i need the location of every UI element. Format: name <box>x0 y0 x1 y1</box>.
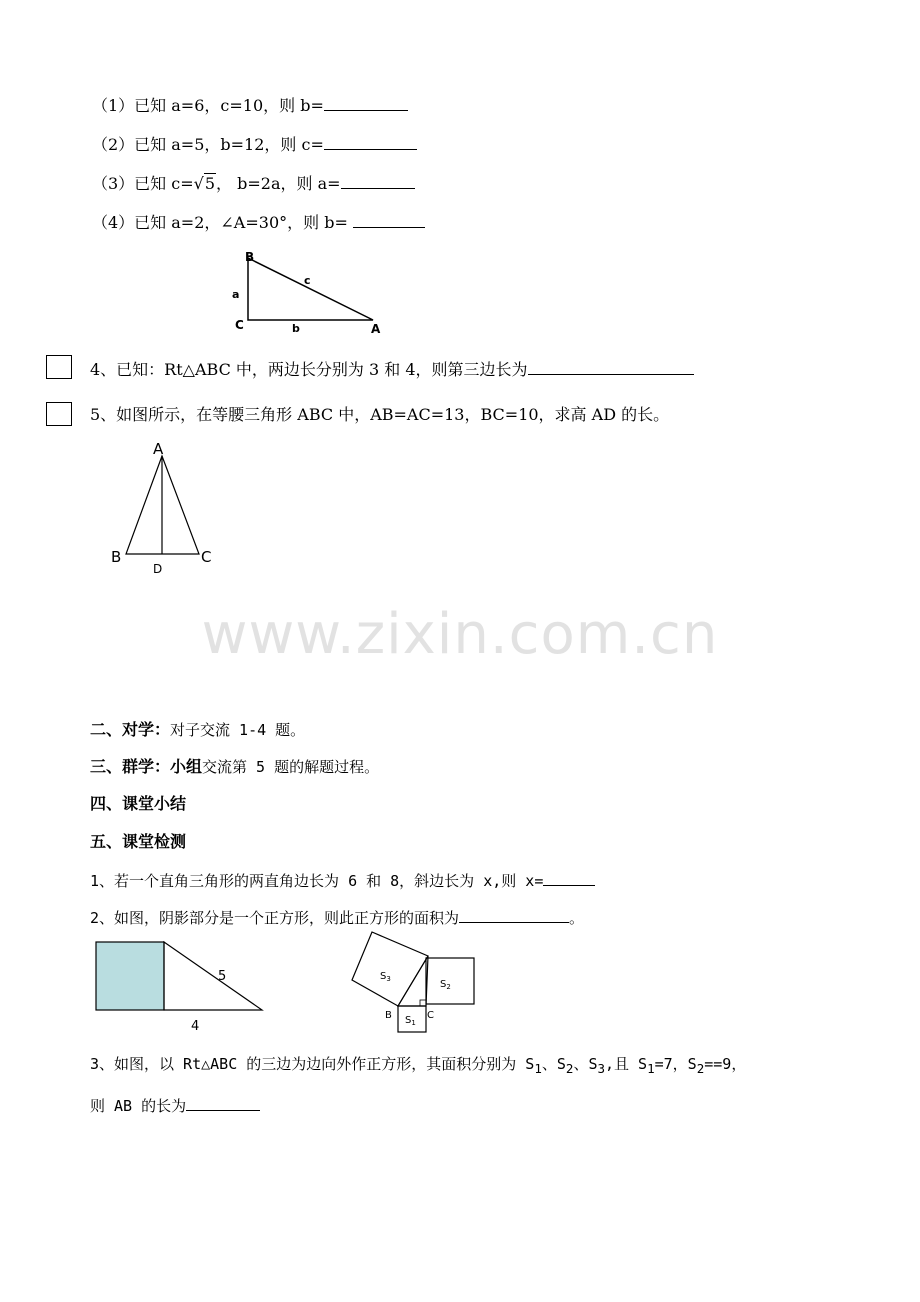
q1-item1: （1）已知 a=6，c=10，则 b= <box>92 94 408 116</box>
answer-blank[interactable] <box>324 133 417 150</box>
right-angle-mark <box>420 1000 426 1006</box>
sqrt-symbol: √5 <box>193 174 216 193</box>
answer-blank[interactable] <box>341 172 415 189</box>
hypotenuse-label: 5 <box>218 969 227 984</box>
answer-blank[interactable] <box>324 94 408 111</box>
shaded-square <box>96 942 164 1010</box>
test-question-3-line2: 则 AB 的长为 <box>90 1094 260 1116</box>
right-triangle-figure <box>228 248 388 340</box>
q1-item4: （4）已知 a=2，∠A=30°，则 b= <box>92 211 425 233</box>
s1-label: $S_1$ <box>405 1015 416 1027</box>
question-5: 5、如图所示，在等腰三角形 ABC 中，AB=AC=13，BC=10，求高 AD 的长。 <box>90 405 670 424</box>
vertex-b-label: B <box>245 250 255 264</box>
s3-label: $S_3$ <box>380 971 391 983</box>
vertex-a-label: A <box>371 322 381 336</box>
answer-blank[interactable] <box>528 358 694 375</box>
isosceles-triangle-figure <box>104 436 224 580</box>
vertex-c-label: C <box>235 318 244 332</box>
section-2: 二、对学：对子交流 1-4 题。 <box>90 720 306 739</box>
base-label: 4 <box>191 1019 200 1034</box>
vertex-c-label: C <box>201 548 212 566</box>
answer-blank[interactable] <box>353 211 425 228</box>
test-question-3-line1: 3、如图，以 Rt△ABC 的三边为边向外作正方形，其面积分别为 $S_1$、$S_2$、$S_3$,且 $S_1=7$，$S_2==9$， <box>90 1055 747 1076</box>
side-a-label: a <box>232 288 240 301</box>
right-triangle <box>398 956 428 1006</box>
triangle-shape <box>248 258 373 320</box>
answer-blank[interactable] <box>543 869 595 886</box>
vertex-b-label: B <box>111 548 122 566</box>
question-4: 4、已知：Rt△ABC 中，两边长分别为 3 和 4，则第三边长为 <box>90 358 694 380</box>
answer-blank[interactable] <box>186 1094 260 1111</box>
section-4-title: 四、课堂小结 <box>90 794 187 813</box>
pythagorean-squares-figure <box>348 926 480 1038</box>
vertex-c-label: C <box>427 1010 434 1021</box>
square-s2 <box>426 958 474 1004</box>
vertex-b-label: B <box>385 1010 392 1021</box>
section-5-title: 五、课堂检测 <box>90 832 187 851</box>
test-question-1: 1、若一个直角三角形的两直角边长为 6 和 8，斜边长为 x,则 x= <box>90 869 595 891</box>
test-question-2: 2、如图，阴影部分是一个正方形，则此正方形的面积为 。 <box>90 906 584 928</box>
side-c-label: c <box>304 274 311 287</box>
question-checkbox[interactable] <box>46 355 72 379</box>
s2-label: $S_2$ <box>440 979 451 991</box>
watermark: www.zixin.com.cn <box>201 602 719 667</box>
vertex-a-label: A <box>153 440 164 458</box>
point-d-label: D <box>153 562 163 576</box>
section-3: 三、群学：小组交流第 5 题的解题过程。 <box>90 757 380 776</box>
question-checkbox[interactable] <box>46 402 72 426</box>
triangle-shape <box>164 942 262 1010</box>
answer-blank[interactable] <box>459 906 569 923</box>
square-s3 <box>352 932 428 1006</box>
side-b-label: b <box>292 322 300 335</box>
q1-item3: （3）已知 c=√5， b=2a，则 a= <box>92 172 415 194</box>
q1-item2: （2）已知 a=5，b=12，则 c= <box>92 133 417 155</box>
square-triangle-figure <box>92 938 272 1038</box>
